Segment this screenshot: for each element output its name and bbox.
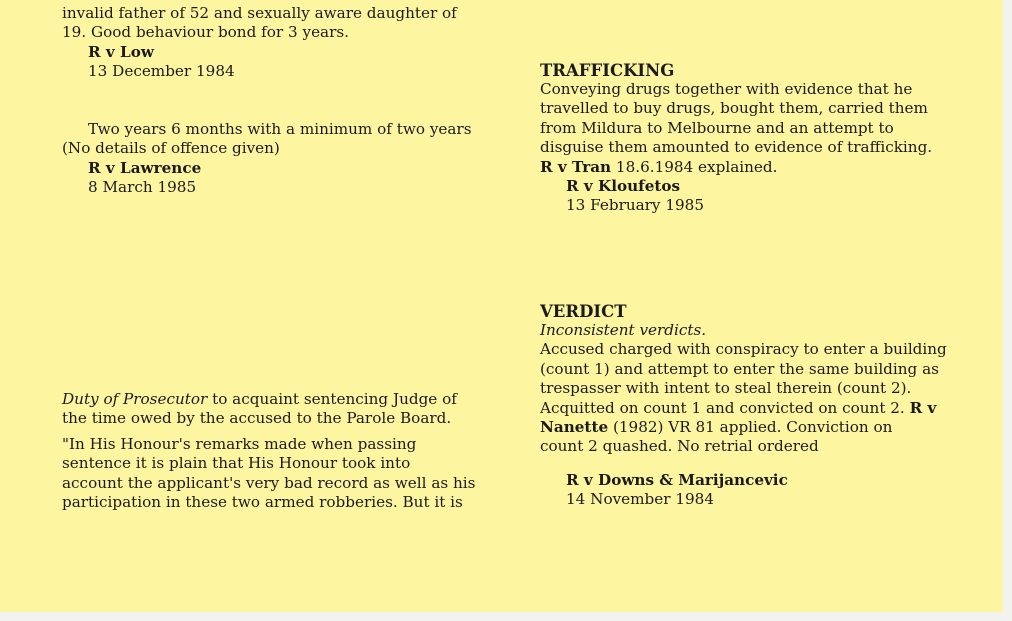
ref-case: R v (909, 398, 937, 417)
ref-case: R v Tran (540, 157, 612, 176)
case-date: 8 March 1985 (88, 178, 197, 197)
case-name: R v Kloufetos (566, 177, 681, 196)
text-span: 18.6.1984 explained. (611, 157, 778, 176)
section-heading: VERDICT (540, 302, 627, 321)
text-span: to acquaint sentencing Judge of (207, 390, 457, 408)
case-name: R v Low (88, 42, 154, 61)
text-line: from Mildura to Melbourne and an attempt to (540, 118, 894, 137)
low-block (62, 4, 457, 82)
quote-line: account the applicant's very bad record as well as his (62, 473, 476, 492)
topic-italic: Duty of Prosecutor (62, 390, 208, 408)
text-line: Two years 6 months with a minimum of two years (88, 120, 472, 138)
trafficking-block (540, 61, 932, 216)
prosecutor-block (62, 390, 475, 512)
case-date: 13 February 1985 (566, 196, 704, 215)
case-date: 14 November 1984 (566, 490, 715, 509)
subheading: Inconsistent verdicts. (540, 321, 707, 339)
text-line: (No details of offence given) (62, 139, 280, 158)
text-line: 19. Good behaviour bond for 3 years. (62, 23, 349, 42)
text-line: Conveying drugs together with evidence that he (540, 80, 913, 98)
ref-case: Nanette (540, 418, 609, 437)
text-line (62, 390, 475, 409)
text-line: the time owed by the accused to the Parole Board. (62, 409, 452, 428)
text-line: (count 1) and attempt to enter the same building as (540, 359, 939, 378)
text-line (540, 399, 947, 418)
text-line: invalid father of 52 and sexually aware daughter of (62, 4, 457, 22)
text-line: trespasser with intent to steal therein (count 2). (540, 379, 912, 398)
text-line: disguise them amounted to evidence of trafficking. (540, 138, 933, 157)
quote-line: "In His Honour's remarks made when passing (62, 434, 417, 453)
text-line: travelled to buy drugs, bought them, carried them (540, 99, 928, 118)
quote-line: sentence it is plain that His Honour took into (62, 454, 411, 473)
text-line (540, 418, 947, 437)
text-span: (1982) VR 81 applied. Conviction on (608, 418, 893, 437)
lawrence-block (62, 120, 472, 198)
verdict-block (540, 302, 947, 510)
text-line (540, 158, 932, 177)
case-name: R v Lawrence (88, 158, 202, 177)
case-name: R v Downs & Marijancevic (566, 470, 788, 489)
section-heading: TRAFFICKING (540, 61, 675, 80)
text-span: Acquitted on count 1 and convicted on count 2. (540, 398, 910, 417)
text-line: count 2 quashed. No retrial ordered (540, 437, 819, 456)
case-date: 13 December 1984 (88, 62, 235, 81)
quote-line: participation in these two armed robberies. But it is (62, 493, 463, 512)
text-line: Accused charged with conspiracy to enter a building (540, 340, 947, 359)
